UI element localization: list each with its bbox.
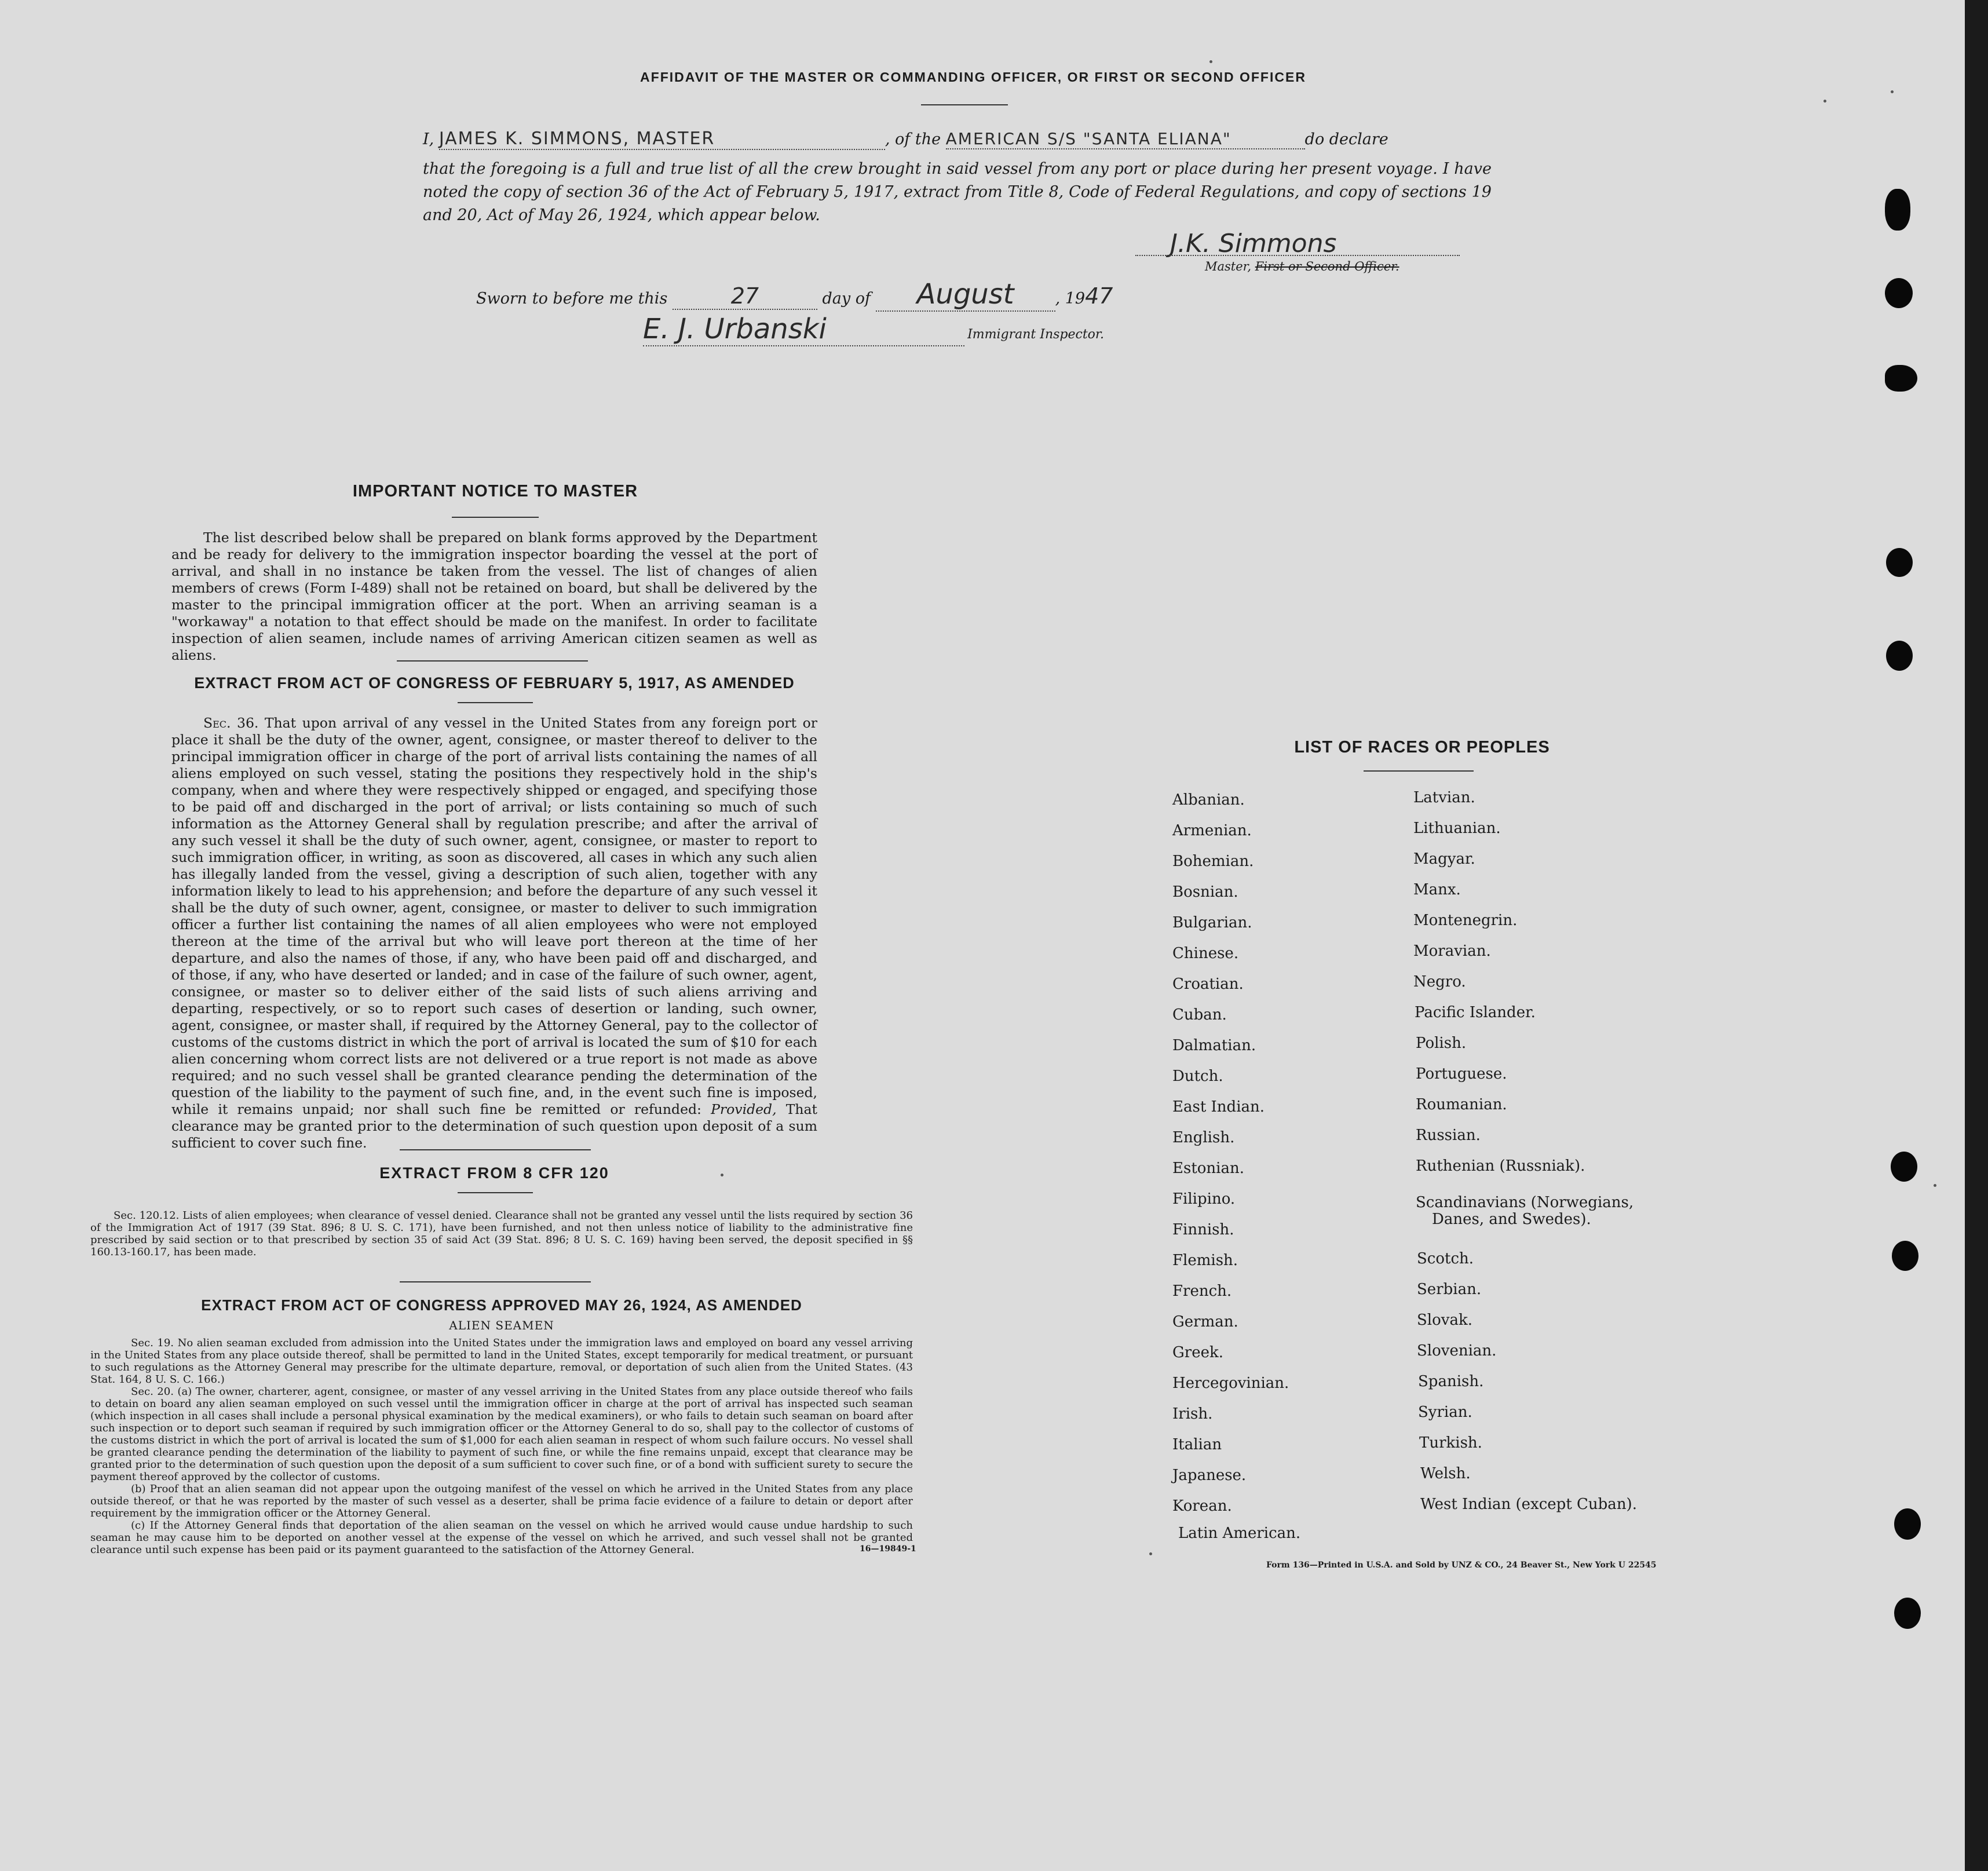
- races-heading: LIST OF RACES OR PEOPLES: [1294, 738, 1550, 757]
- race-item: Estonian.: [1172, 1160, 1244, 1177]
- sec-19-paragraph: Sec. 19. No alien seaman excluded from admission into the United States under the immigration laws and employed on board any vessel arriving in the United States from any place outside thereof, shall be permitted to land in the United States, except temporarily for medical treatment, or pursuant to such regulations as the Attorney General may prescribe for the ultimate departure, removal, or deportation of such alien from the United States. (43 Stat. 164, 8 U. S. C. 166.): [90, 1337, 913, 1386]
- race-item: Moravian.: [1413, 942, 1491, 960]
- day-of: day of: [822, 290, 871, 308]
- race-item: Welsh.: [1420, 1465, 1471, 1482]
- race-item: Italian: [1172, 1436, 1222, 1453]
- of-the: , of the: [885, 130, 941, 148]
- cfr-heading: EXTRACT FROM 8 CFR 120: [379, 1164, 609, 1182]
- sworn-line: [476, 278, 1113, 312]
- master-caption: [1205, 260, 1399, 273]
- sec-20a-paragraph: Sec. 20. (a) The owner, charterer, agent, consignee, or master of any vessel arriving in the United States from any place outside thereof who fails to detain on board any alien seaman employed on such vessel until the immigration officer in charge at the port of arrival has inspected such seaman (which inspection in all cases shall include a personal physical examination by the medical examiners), or who fails to detain such seaman on board after such inspection or to deport such seaman if required by such immigration officer or the Attorney General to do so, shall pay to the collector of customs of the customs district in which the port of arrival is located the sum of $1,000 for each alien seaman in respect of whom such failure occurs. No vessel shall be granted clearance pending the determination of the liability to payment of such fine, or while the fine remains unpaid, except that clearance may be granted prior to the determination of such question upon the deposit of a sum sufficient to cover such fine, or of a bond with sufficient surety to secure the payment thereof approved by the collector of customs.: [90, 1386, 913, 1483]
- punch-hole: [1894, 1598, 1921, 1629]
- punch-hole: [1885, 189, 1910, 231]
- year-prefix: , 19: [1055, 290, 1086, 308]
- do-declare: do declare: [1304, 130, 1388, 148]
- race-item: Albanian.: [1172, 791, 1245, 809]
- race-item: Syrian.: [1418, 1404, 1472, 1421]
- form-printer-line: Form 136—Printed in U.S.A. and Sold by UNZ & CO., 24 Beaver St., New York U 22545: [1266, 1561, 1657, 1570]
- alien-seamen-subheading: ALIEN SEAMEN: [449, 1318, 554, 1332]
- race-item: Greek.: [1172, 1344, 1223, 1361]
- race-item: Filipino.: [1172, 1190, 1236, 1208]
- declaration-body: that the foregoing is a full and true list of all the crew brought in said vessel from any port or place during her present voyage. I have noted the copy of section 36 of the Act of February 5, 1917, extract from Title 8, Code of Federal Regulations, and copy of sections 19 and 20, Act of May 26, 1924, which appear below.: [423, 160, 1492, 224]
- provided-label: Provided,: [711, 1101, 777, 1117]
- punch-hole: [1886, 641, 1913, 671]
- cfr-end-rule: [400, 1281, 591, 1282]
- struck-caption: First or Second Officer.: [1255, 260, 1399, 273]
- extract-1917-rule: [458, 702, 533, 703]
- race-item: Bohemian.: [1172, 853, 1254, 870]
- race-item: Negro.: [1413, 973, 1466, 991]
- punch-hole: [1886, 548, 1913, 577]
- race-item: Dutch.: [1172, 1068, 1223, 1085]
- race-item: Pacific Islander.: [1415, 1004, 1536, 1021]
- cfr-top-rule: [400, 1149, 591, 1150]
- race-item: West Indian (except Cuban).: [1420, 1496, 1637, 1513]
- race-item: Roumanian.: [1416, 1096, 1507, 1113]
- master-name: JAMES K. SIMMONS, MASTER: [439, 129, 885, 150]
- race-item: Spanish.: [1418, 1373, 1484, 1390]
- race-item: Japanese.: [1172, 1467, 1247, 1484]
- provided-text: That clearance may be granted prior to the determination of such question upon deposit of a sum sufficient to cover such fine.: [171, 1101, 817, 1151]
- sec-36-label: Sec. 36.: [203, 715, 259, 731]
- race-item: German.: [1172, 1313, 1238, 1331]
- heading-rule: [921, 104, 1008, 105]
- master-caption-label: Master,: [1205, 260, 1252, 273]
- race-item: Magyar.: [1413, 850, 1475, 868]
- race-item: Russian.: [1416, 1127, 1481, 1144]
- year-suffix: 47: [1085, 283, 1113, 309]
- race-item: Slovak.: [1417, 1311, 1472, 1329]
- sec-20c-paragraph: (c) If the Attorney General finds that deportation of the alien seaman on the vessel on which he arrived would cause undue hardship to such seaman he may cause him to be deported on another vessel at the expense of the vessel on which he arrived, and such vessel shall not be granted clearance until such expense has been paid or its payment guaranteed to the satisfaction of the Attorney General.: [90, 1519, 913, 1556]
- sworn-month: August: [876, 278, 1055, 312]
- race-item: Polish.: [1416, 1035, 1467, 1052]
- extract-1924-heading: EXTRACT FROM ACT OF CONGRESS APPROVED MAY 26, 1924, AS AMENDED: [201, 1296, 802, 1314]
- decl-i: I,: [423, 130, 434, 148]
- scan-speck: [721, 1174, 723, 1176]
- inspector-signature: E. J. Urbanski: [643, 313, 964, 346]
- notice-text: The list described below shall be prepared on blank forms approved by the Department and be ready for delivery to the immigration inspector boarding the vessel at the port of arrival, and shall in no instance be taken from the vessel. The list of changes of alien members of crews (Form I-489) shall not be retained on board, but shall be delivered by the master to the principal immigration officer at the port. When an arriving seaman is a "workaway" a notation to that effect should be made on the manifest. In order to facilitate inspection of alien seamen, include names of arriving American citizen seamen as well as aliens.: [171, 529, 817, 663]
- cfr-rule: [458, 1192, 533, 1193]
- race-item: Bosnian.: [1172, 883, 1238, 901]
- extract-1924-body: [90, 1337, 913, 1556]
- race-item: Cuban.: [1172, 1006, 1227, 1024]
- race-item: Scandinavians (Norwegians,: [1416, 1194, 1634, 1211]
- race-item: Chinese.: [1172, 945, 1239, 962]
- sec-20b-paragraph: (b) Proof that an alien seaman did not appear upon the outgoing manifest of the vessel on which he arrived in the United States from any place outside thereof, or that he was reported by the master of such vessel as a deserter, shall be prima facie evidence of a failure to detain or deport after requirement by the immigration officer or the Attorney General.: [90, 1483, 913, 1519]
- scan-speck: [1891, 90, 1894, 93]
- race-item: English.: [1172, 1129, 1235, 1146]
- race-item: Croatian.: [1172, 975, 1244, 993]
- race-item: Lithuanian.: [1413, 820, 1501, 837]
- vessel-name: AMERICAN S/S "SANTA ELIANA": [946, 129, 1305, 149]
- race-item: Ruthenian (Russniak).: [1416, 1157, 1585, 1175]
- notice-rule: [452, 517, 539, 518]
- races-rule: [1364, 770, 1474, 772]
- master-signature: J.K. Simmons: [1170, 229, 1337, 258]
- sworn-text: Sworn to before me this: [476, 290, 668, 308]
- race-item: Montenegrin.: [1413, 912, 1518, 929]
- sworn-day: 27: [673, 283, 817, 310]
- notice-heading: IMPORTANT NOTICE TO MASTER: [352, 482, 638, 500]
- race-item: French.: [1172, 1282, 1232, 1300]
- race-item: Finnish.: [1172, 1221, 1234, 1238]
- race-item: Hercegovinian.: [1172, 1375, 1289, 1392]
- race-item: Flemish.: [1172, 1252, 1238, 1269]
- race-item: Portuguese.: [1416, 1065, 1507, 1083]
- sec-36-text: That upon arrival of any vessel in the United States from any foreign port or place it shall be the duty of the owner, agent, consignee, or master thereof to deliver to the principal immigration officer in charge of the port of arrival lists containing the names of all aliens employed on such vessel, stating the positions they respectively hold in the ship's company, when and where they were respectively shipped or engaged, and specifying those to be paid off and discharged in the port of arrival; or lists containing so much of such information as the Attorney General shall by regulation prescribe; and after the arrival of any such vessel it shall be the duty of such owner, agent, consignee, or master to report to such immigration officer, in writing, as soon as discovered, all cases in which any such alien has illegally landed from the vessel, giving a description of such alien, together with any information likely to lead to his apprehension; and before the departure of any such vessel it shall be the duty of such owner, agent, consignee, or master to deliver to such immigration officer a further list containing the names of all alien employees who were not employed thereon at the time of the arrival but who will leave port thereon at the time of her departure, and also the names of those, if any, who have been paid off and discharged, and of those, if any, who have deserted or landed; and in case of the failure of such owner, agent, consignee, or master so to deliver either of the said lists of such aliens arriving and departing, respectively, or so to report such cases of desertion or landing, such owner, agent, consignee, or master shall, if required by the Attorney General, pay to the collector of customs of the customs district in which the port of arrival is located the sum of $10 for each alien concerning whom correct lists are not delivered or a true report is not made as above required; and no such vessel shall be granted clearance pending the determination of the question of the liability to the payment of such fine, and, in the event such fine is imposed, while it remains unpaid; nor shall such fine be remitted or refunded:: [171, 715, 817, 1117]
- master-signature-line: [1135, 255, 1460, 256]
- race-item: Turkish.: [1419, 1434, 1482, 1452]
- race-item: Scotch.: [1417, 1250, 1474, 1267]
- affidavit-heading: AFFIDAVIT OF THE MASTER OR COMMANDING OFFICER, OR FIRST OR SECOND OFFICER: [640, 70, 1306, 85]
- race-item: Manx.: [1413, 881, 1461, 898]
- punch-hole: [1885, 278, 1913, 308]
- race-item: Dalmatian.: [1172, 1037, 1256, 1054]
- race-item: Latvian.: [1413, 789, 1475, 806]
- race-item: Bulgarian.: [1172, 914, 1252, 931]
- declaration-line: [423, 129, 1494, 150]
- race-item: Danes, and Swedes).: [1432, 1211, 1591, 1228]
- extract-1917-text: [171, 715, 817, 1152]
- race-item: Serbian.: [1417, 1281, 1482, 1298]
- punch-hole: [1892, 1241, 1918, 1271]
- scan-speck: [1149, 1552, 1152, 1555]
- race-item: Latin American.: [1178, 1525, 1301, 1542]
- scan-speck: [1209, 60, 1212, 63]
- race-item: Irish.: [1172, 1405, 1213, 1423]
- punch-hole: [1894, 1508, 1921, 1540]
- race-item: Armenian.: [1172, 822, 1252, 839]
- scan-speck: [1823, 100, 1826, 103]
- form-code: 16—19849-1: [860, 1544, 916, 1554]
- punch-hole: [1885, 365, 1917, 392]
- inspector-line: [643, 313, 1104, 346]
- cfr-text: Sec. 120.12. Lists of alien employees; when clearance of vessel denied. Clearance shall not be granted any vessel until the lists required by section 36 of the Immigration Act of 1917 (39 Stat. 896; 8 U. S. C. 171), have been furnished, and not then unless notice of liability to the administrative fine prescribed by said section or to that prescribed by section 35 of said Act (39 Stat. 896; 8 U. S. C. 169) having been served, the deposit specified in §§ 160.13-160.17, has been made.: [90, 1209, 913, 1258]
- inspector-caption: Immigrant Inspector.: [967, 327, 1105, 342]
- scan-speck: [1934, 1184, 1936, 1187]
- extract-1917-heading: EXTRACT FROM ACT OF CONGRESS OF FEBRUARY 5, 1917, AS AMENDED: [194, 674, 795, 692]
- race-item: Korean.: [1172, 1497, 1232, 1515]
- notice-end-rule: [397, 660, 588, 662]
- race-item: East Indian.: [1172, 1098, 1265, 1116]
- punch-hole: [1891, 1152, 1917, 1182]
- race-item: Slovenian.: [1417, 1342, 1497, 1360]
